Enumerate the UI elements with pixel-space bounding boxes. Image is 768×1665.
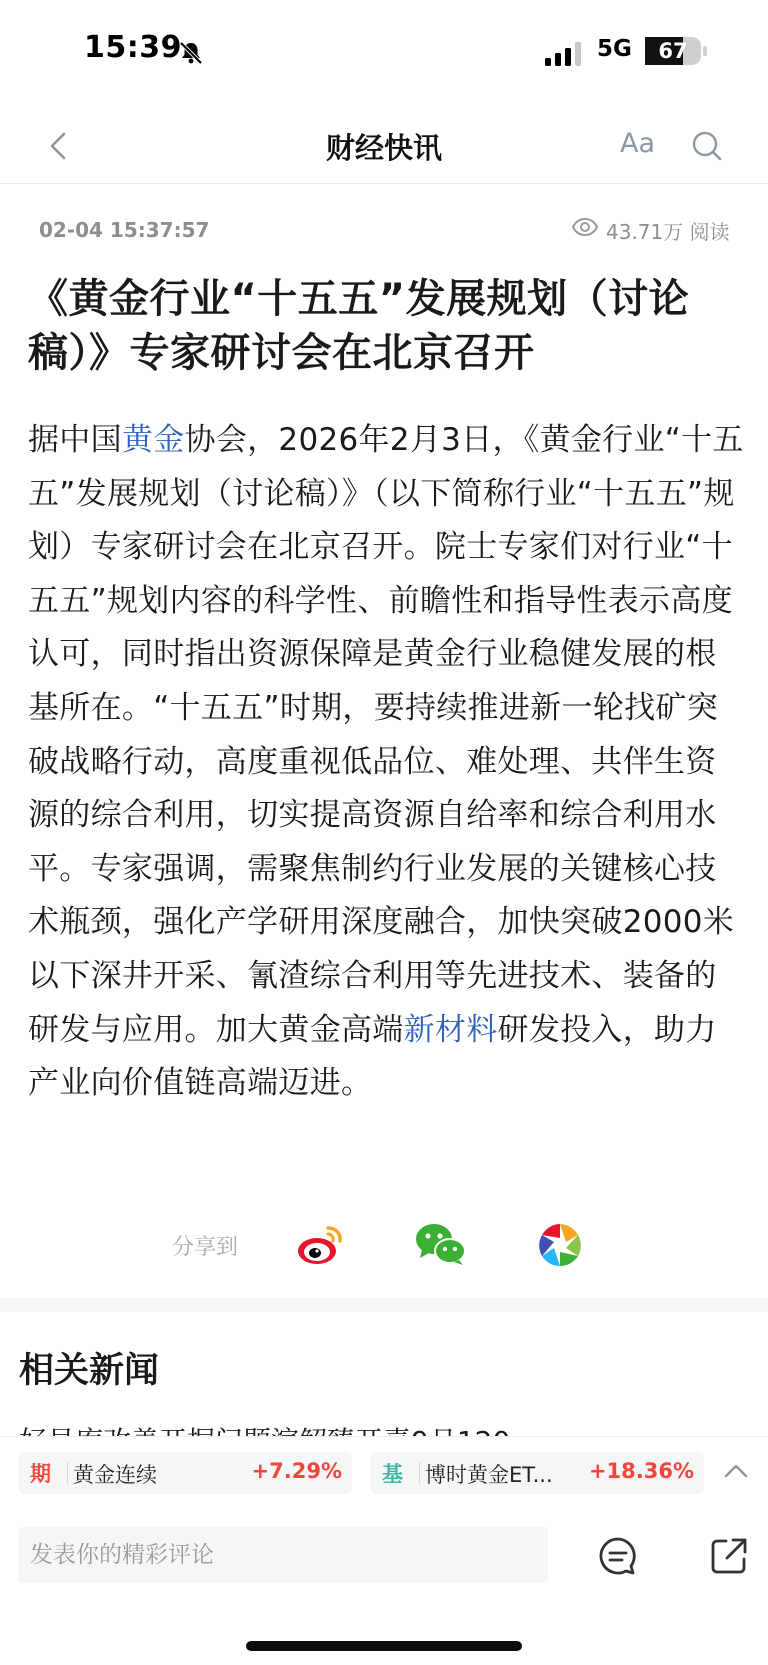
battery-cap — [703, 46, 707, 56]
body-text-segment: 协会，2026年2月3日，《黄金行业“十五五”发展规划（讨论稿）》（以下简称行业“十五五”规划）专家研讨会在北京召开。院士专家们对行业“十五五”规划内容的科学性、前瞻性和指导性表示高度认可，同时指出资源保障是黄金行业稳健发展的根基所在。“十五五”时期，要持续推进新一轮找矿突破战略行动，高度重视低品位、难处理、共伴生资源的综合利用，切实提高资源自给率和综合利用水平。专家强调，需聚焦制约行业发展的关键核心技术瓶颈，强化产学研用深度融合，加快突破2000米以下深井开采、氰渣综合利用等先进技术、装备的研发与应用。加大黄金高端 — [28, 422, 744, 1048]
battery-indicator — [645, 37, 701, 65]
ticker-tag: 基 — [382, 1462, 403, 1486]
page-title: 财经快讯 — [325, 131, 442, 165]
status-time: 15:39 — [84, 30, 182, 65]
ticker-bar — [0, 1436, 768, 1509]
comment-icon[interactable] — [598, 1536, 638, 1576]
article-headline: 《黄金行业“十五五”发展规划（讨论稿）》专家研讨会在北京召开 — [28, 276, 690, 376]
search-icon[interactable] — [690, 129, 724, 163]
wechat-icon[interactable] — [414, 1222, 468, 1266]
section-divider — [0, 1298, 768, 1312]
comment-input[interactable] — [18, 1527, 548, 1583]
ticker-tag: 期 — [30, 1462, 51, 1486]
share-icon[interactable] — [709, 1536, 749, 1576]
battery-level: 67 — [658, 39, 688, 63]
body-text-segment: 据中国 — [28, 422, 122, 458]
view-count: 43.71万 阅读 — [606, 220, 730, 244]
chevron-up-icon[interactable] — [722, 1461, 750, 1481]
ticker-name: 黄金连续 — [73, 1463, 157, 1487]
related-news-item[interactable] — [19, 1420, 539, 1436]
ticker-change: +7.29% — [251, 1459, 342, 1483]
ticker-divider — [67, 1462, 68, 1484]
ticker-name: 博时黄金ET... — [425, 1463, 553, 1487]
network-type: 5G — [597, 36, 632, 62]
silent-bell-icon — [178, 40, 204, 66]
weibo-icon[interactable] — [296, 1222, 348, 1266]
ticker-card-fund[interactable] — [370, 1452, 704, 1494]
related-news-title: 相关新闻 — [19, 1351, 160, 1391]
ticker-divider — [419, 1462, 420, 1484]
article-body — [28, 414, 744, 1111]
body-text-segment: 研发投入，助力产业向价值链高端迈进。 — [28, 1011, 717, 1102]
home-indicator[interactable] — [246, 1641, 522, 1651]
nav-divider — [0, 183, 768, 184]
publish-timestamp: 02-04 15:37:57 — [39, 218, 210, 242]
new-materials-link[interactable]: 新材料 — [403, 1011, 498, 1048]
share-label: 分享到 — [172, 1235, 239, 1260]
ticker-change: +18.36% — [588, 1459, 694, 1483]
eye-icon — [571, 216, 599, 238]
ticker-card-futures[interactable] — [18, 1452, 352, 1494]
cellular-signal-icon — [545, 42, 585, 66]
font-size-button[interactable]: Aa — [620, 128, 656, 159]
gold-link[interactable]: 黄金 — [121, 422, 185, 458]
moments-icon[interactable] — [537, 1222, 583, 1268]
